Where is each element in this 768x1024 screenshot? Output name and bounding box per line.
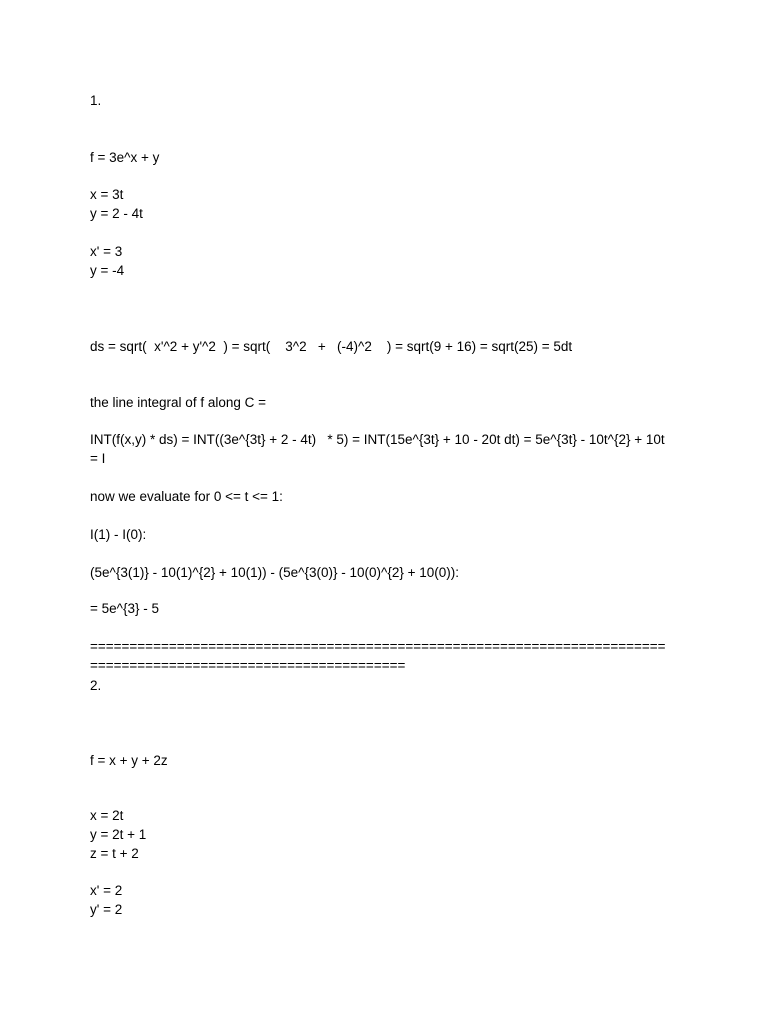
- evaluation-difference: I(1) - I(0):: [90, 527, 147, 542]
- evaluation-bounds: now we evaluate for 0 <= t <= 1:: [90, 489, 283, 504]
- arc-length-element: ds = sqrt( x'^2 + y'^2 ) = sqrt( 3^2 + (-4)^2 ) = sqrt(9 + 16) = sqrt(25) = 5dt: [90, 339, 573, 354]
- parametrization-x: x = 3t: [90, 187, 124, 202]
- derivative-x: x' = 3: [90, 244, 123, 259]
- separator-line: =========================================================================: [90, 639, 666, 654]
- function-definition: f = x + y + 2z: [90, 753, 168, 768]
- evaluation-substitution: (5e^{3(1)} - 10(1)^{2} + 10(1)) - (5e^{3(0)} - 10(0)^{2} + 10(0)):: [90, 565, 460, 580]
- separator-line: ========================================: [90, 658, 406, 673]
- derivative-x: x' = 2: [90, 883, 123, 898]
- integral-expression: INT(f(x,y) * ds) = INT((3e^{3t} + 2 - 4t) * 5) = INT(15e^{3t} + 10 - 20t dt) = 5e^{3t} - 10t^{2} + 10t: [90, 432, 665, 447]
- line-integral-heading: the line integral of f along C =: [90, 395, 266, 410]
- derivative-y: y' = 2: [90, 902, 123, 917]
- final-result: = 5e^{3} - 5: [90, 601, 160, 616]
- problem-number: 1.: [90, 93, 102, 108]
- derivative-y: y = -4: [90, 263, 125, 278]
- parametrization-y: y = 2t + 1: [90, 827, 147, 842]
- parametrization-x: x = 2t: [90, 808, 124, 823]
- parametrization-z: z = t + 2: [90, 846, 139, 861]
- integral-expression-continued: = I: [90, 451, 106, 466]
- problem-number: 2.: [90, 678, 102, 693]
- parametrization-y: y = 2 - 4t: [90, 206, 143, 221]
- function-definition: f = 3e^x + y: [90, 150, 160, 165]
